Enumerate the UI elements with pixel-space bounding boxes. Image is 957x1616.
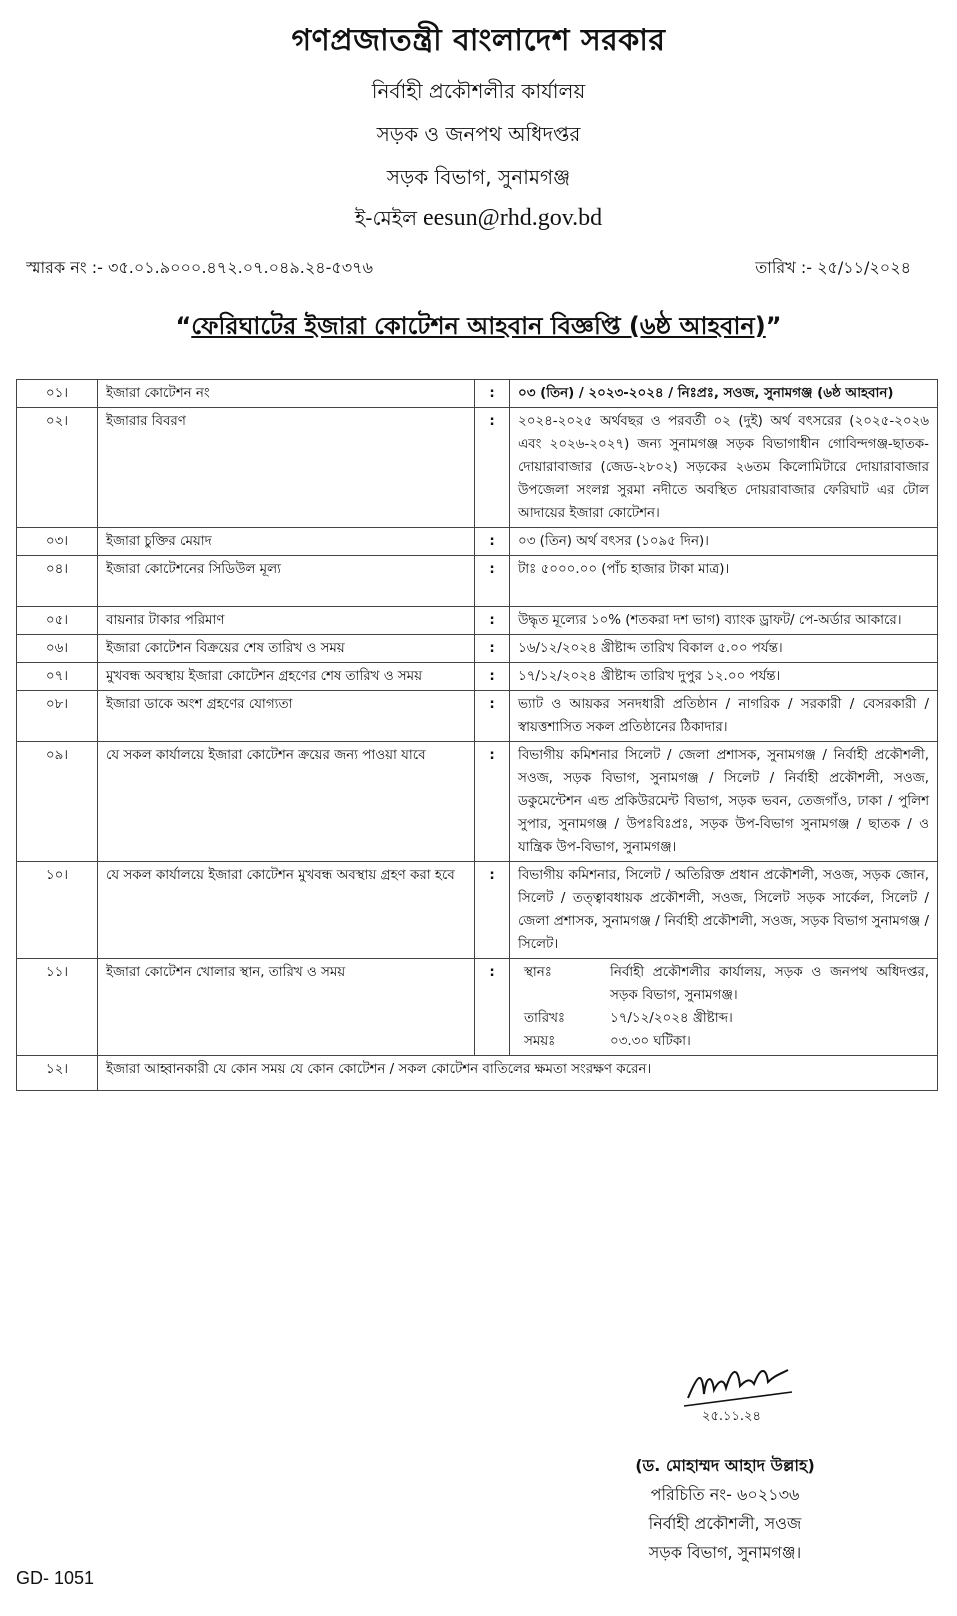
row-colon: : — [475, 528, 510, 556]
row-value: বিভাগীয় কমিশনার, সিলেট / অতিরিক্ত প্রধান প্রকৌশলী, সওজ, সড়ক জোন, সিলেট / তত্ত্বাবধায়ক প্রকৌশলী, সওজ, সিলেট সড়ক সার্কেল, সিলেট / জেলা প্রশাসক, সুনামগঞ্জ / নির্বাহী প্রকৌশলী, সওজ, সড়ক বিভাগ সুনামগঞ্জ / সিলেট। — [510, 862, 938, 959]
memo-row — [0, 255, 957, 282]
memo-date: তারিখ :- ২৫/১১/২০২৪ — [755, 258, 911, 277]
table-row — [17, 959, 938, 1056]
row-value: ১৬/১২/২০২৪ খ্রীষ্টাব্দ তারিখ বিকাল ৫.০০ পর্যন্ত। — [510, 635, 938, 663]
place-value: নির্বাহী প্রকৌশলীর কার্যালয়, সড়ক ও জনপথ অধিদপ্তর, সড়ক বিভাগ, সুনামগঞ্জ। — [610, 965, 929, 1003]
row-colon: : — [475, 742, 510, 862]
signatory-id: পরিচিতি নং- ৬০২১৩৬ — [650, 1485, 800, 1504]
row-colon: : — [475, 663, 510, 691]
row-colon: : — [475, 556, 510, 607]
row-value: ০৩ (তিন) অর্থ বৎসর (১০৯৫ দিন)। — [510, 528, 938, 556]
row-colon: : — [475, 691, 510, 742]
memo-ref: স্মারক নং :- ৩৫.০১.৯০০০.৪৭২.০৭.০৪৯.২৪-৫৩৭৬ — [26, 258, 373, 277]
row-value: বিভাগীয় কমিশনার সিলেট / জেলা প্রশাসক, সুনামগঞ্জ / নির্বাহী প্রকৌশলী, সওজ, সড়ক বিভাগ, সুনামগঞ্জ / সিলেট / নির্বাহী প্রকৌশলী, সওজ, ডকুমেন্টেশন এন্ড প্রকিউরমেন্ট বিভাগ, সড়ক ভবন, তেজগাঁও, ঢাকা / পুলিশ সুপার, সুনামগঞ্জ / উপঃবিঃপ্রঃ, সড়ক উপ-বিভাগ সুনামগঞ্জ / ছাতক / ও যান্ত্রিক উপ-বিভাগ, সুনামগঞ্জ। — [510, 742, 938, 862]
row-item: বায়নার টাকার পরিমাণ — [98, 607, 475, 635]
row-number: ১২। — [17, 1056, 98, 1091]
opening-time — [518, 1030, 929, 1053]
row-number: ০২। — [17, 408, 98, 528]
row-colon: : — [475, 607, 510, 635]
table-row — [17, 1056, 938, 1091]
office-name: নির্বাহী প্রকৌশলীর কার্যালয় — [371, 79, 586, 103]
table-row — [17, 380, 938, 408]
table-row — [17, 528, 938, 556]
row-item: ইজারা কোটেশন খোলার স্থান, তারিখ ও সময় — [98, 959, 475, 1056]
email-label: ই-মেইল — [354, 206, 417, 230]
notice-title-text: ফেরিঘাটের ইজারা কোটেশন আহবান বিজ্ঞপ্তি (৬ষ্ঠ আহবান) — [191, 312, 766, 340]
table-row — [17, 556, 938, 607]
row-colon: : — [475, 959, 510, 1056]
time-label: সময়ঃ — [524, 1034, 556, 1049]
row-colon: : — [475, 380, 510, 408]
row-colon: : — [475, 862, 510, 959]
government-title: গণপ্রজাতন্ত্রী বাংলাদেশ সরকার — [291, 23, 666, 58]
table-row — [17, 862, 938, 959]
row-number: ০৪। — [17, 556, 98, 607]
table-row — [17, 635, 938, 663]
table-row — [17, 691, 938, 742]
row-item: ইজারা কোটেশন বিক্রয়ের শেষ তারিখ ও সময় — [98, 635, 475, 663]
close-quote: ” — [765, 312, 782, 340]
row-number: ০৯। — [17, 742, 98, 862]
row-number: ১১। — [17, 959, 98, 1056]
row-item: মুখবন্ধ অবস্থায় ইজারা কোটেশন গ্রহণের শেষ তারিখ ও সময় — [98, 663, 475, 691]
row-value: ২০২৪-২০২৫ অর্থবছর ও পরবর্তী ০২ (দুই) অর্থ বৎসরের (২০২৫-২০২৬ এবং ২০২৬-২০২৭) জন্য সুনামগঞ্জ সড়ক বিভাগাধীন গোবিন্দগঞ্জ-ছাতক-দোয়ারাবাজার (জেড-২৮০২) সড়কের ২৬তম কিলোমিটারে দোয়ারাবাজার উপজেলা সংলগ্ন সুরমা নদীতে অবস্থিত দোয়রাবাজার ফেরিঘাট এর টোল আদায়ের ইজারা কোটেশন। — [510, 408, 938, 528]
date-label: তারিখঃ — [524, 1011, 566, 1026]
opening-date — [518, 1007, 929, 1030]
row-item: ইজারা কোটেশন নং — [98, 380, 475, 408]
opening-details — [510, 959, 938, 1056]
opening-place — [518, 961, 929, 1007]
place-label: স্থানঃ — [524, 965, 552, 980]
division-name: সড়ক বিভাগ, সুনামগঞ্জ — [386, 165, 571, 189]
department-name: সড়ক ও জনপথ অধিদপ্তর — [376, 122, 581, 146]
row-value: ইজারা আহ্বানকারী যে কোন সময় যে কোন কোটেশন / সকল কোটেশন বাতিলের ক্ষমতা সংরক্ষণ করেন। — [98, 1056, 938, 1091]
row-number: ০৮। — [17, 691, 98, 742]
date-value: ১৭/১২/২০২৪ খ্রীষ্টাব্দ। — [610, 1011, 733, 1026]
row-number: ০৭। — [17, 663, 98, 691]
row-number: ০১। — [17, 380, 98, 408]
document-code: GD- 1051 — [16, 1568, 95, 1588]
email-address: eesun@rhd.gov.bd — [422, 205, 603, 231]
row-value: ০৩ (তিন) / ২০২৩-২০২৪ / নিঃপ্রঃ, সওজ, সুনামগঞ্জ (৬ষ্ঠ আহবান) — [510, 380, 938, 408]
row-item: যে সকল কার্যালয়ে ইজারা কোটেশন মুখবন্ধ অবস্থায় গ্রহণ করা হবে — [98, 862, 475, 959]
row-number: ১০। — [17, 862, 98, 959]
notice-table — [16, 379, 938, 1091]
row-value: ভ্যাট ও আয়কর সনদধারী প্রতিষ্ঠান / নাগরিক / সরকারী / বেসরকারী / স্বায়ত্তশাসিত সকল প্রতিষ্ঠানের ঠিকাদার। — [510, 691, 938, 742]
email-line — [0, 204, 957, 237]
row-item: ইজারা চুক্তির মেয়াদ — [98, 528, 475, 556]
row-item: ইজারার বিবরণ — [98, 408, 475, 528]
row-number: ০৬। — [17, 635, 98, 663]
signatory-office: সড়ক বিভাগ, সুনামগঞ্জ। — [648, 1543, 802, 1562]
row-number: ০৩। — [17, 528, 98, 556]
signatory-block — [560, 1451, 890, 1567]
row-item: ইজারা ডাকে অংশ গ্রহণের যোগ্যতা — [98, 691, 475, 742]
row-item: ইজারা কোটেশনের সিডিউল মূল্য — [98, 556, 475, 607]
row-value: উদ্ধৃত মূল্যের ১০% (শতকরা দশ ভাগ) ব্যাংক ড্রাফট/ পে-অর্ডার আকারে। — [510, 607, 938, 635]
row-value: ১৭/১২/২০২৪ খ্রীষ্টাব্দ তারিখ দুপুর ১২.০০ পর্যন্ত। — [510, 663, 938, 691]
signatory-name: (ড. মোহাম্মদ আহাদ উল্লাহ) — [635, 1456, 815, 1475]
row-value: টাঃ ৫০০০.০০ (পাঁচ হাজার টাকা মাত্র)। — [510, 556, 938, 607]
row-item: যে সকল কার্যালয়ে ইজারা কোটেশন ক্রয়ের জন্য পাওয়া যাবে — [98, 742, 475, 862]
row-colon: : — [475, 635, 510, 663]
letterhead — [0, 16, 957, 237]
table-row — [17, 607, 938, 635]
signature-image — [680, 1356, 800, 1426]
open-quote: “ — [175, 312, 192, 340]
signature-date: ২৫.১১.২৪ — [702, 1409, 761, 1424]
row-number: ০৫। — [17, 607, 98, 635]
row-colon: : — [475, 408, 510, 528]
notice-title — [0, 308, 957, 348]
signatory-designation: নির্বাহী প্রকৌশলী, সওজ — [648, 1514, 802, 1533]
table-row — [17, 742, 938, 862]
time-value: ০৩.৩০ ঘটিকা। — [610, 1034, 691, 1049]
table-row — [17, 663, 938, 691]
table-row — [17, 408, 938, 528]
